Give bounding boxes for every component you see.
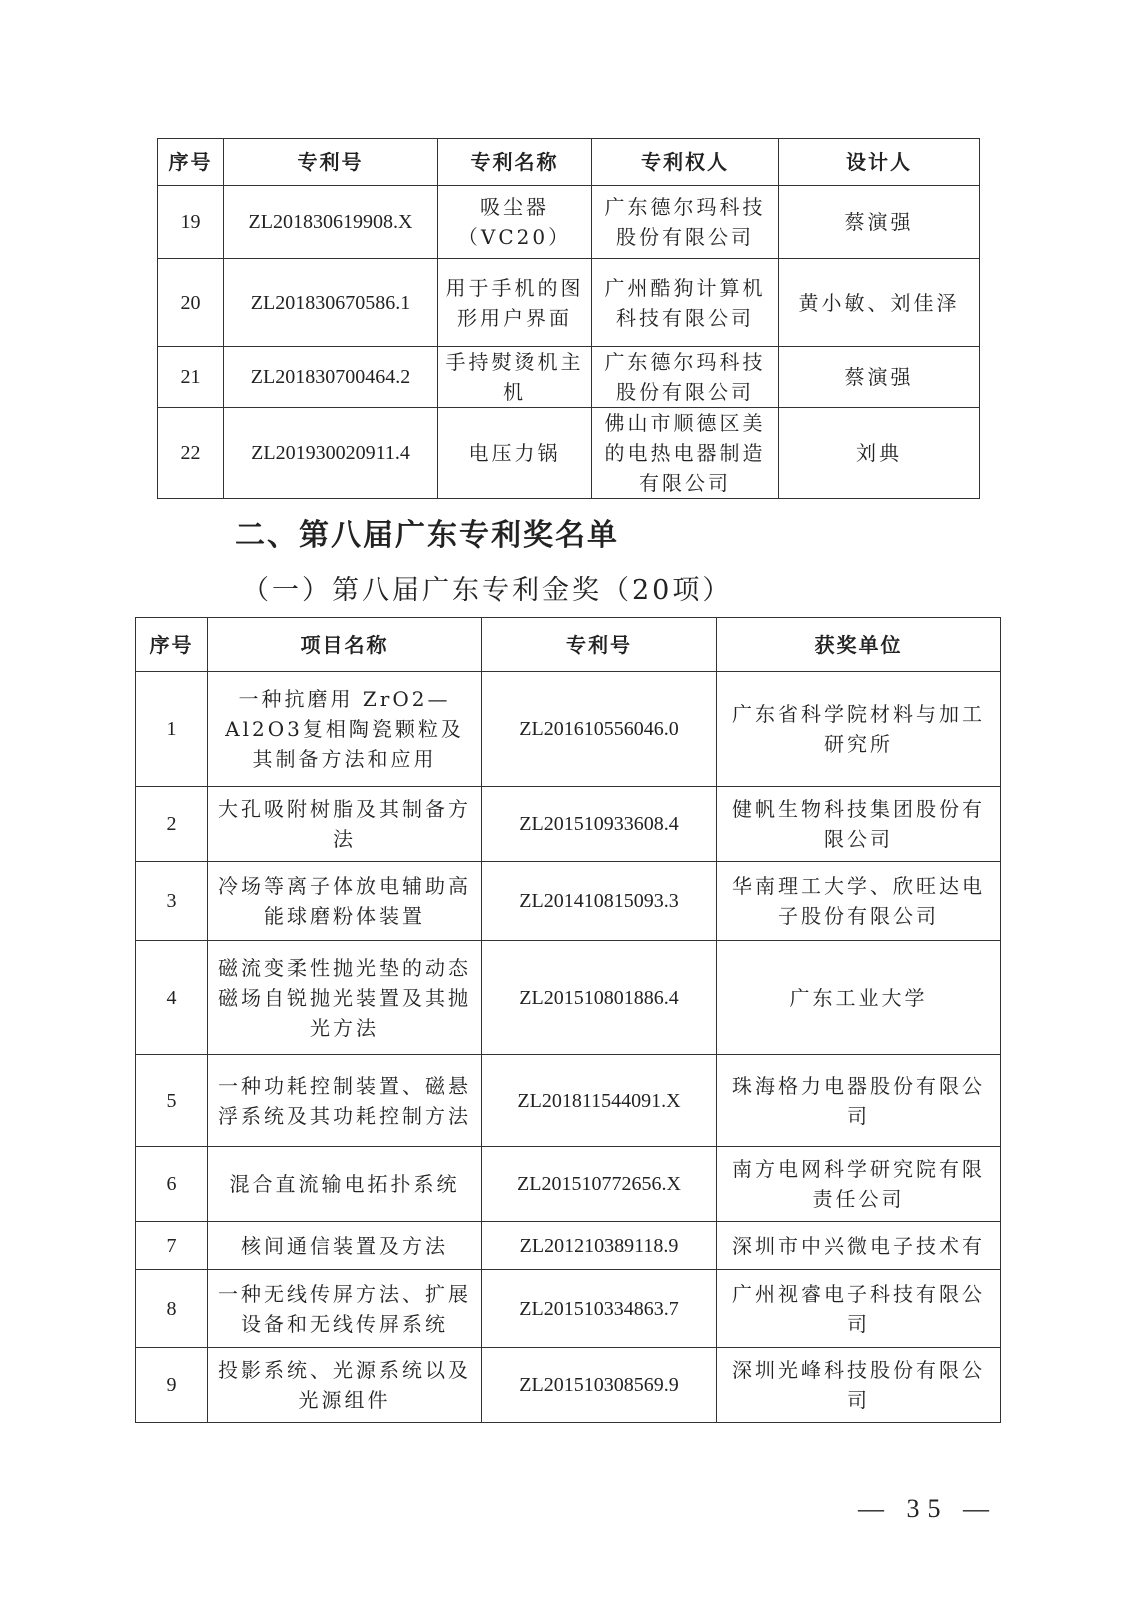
award-unit: 深圳市中兴微电子技术有	[717, 1222, 1001, 1270]
table-row	[158, 347, 980, 408]
award-unit: 广东工业大学	[717, 941, 1001, 1055]
column-header: 专利号	[482, 618, 717, 672]
patent-name: 电压力锅	[438, 408, 592, 499]
project-name: 核间通信装置及方法	[208, 1222, 482, 1270]
patent-number: ZL201510801886.4	[482, 941, 717, 1055]
table-row	[136, 672, 1001, 787]
section-title: 二、第八届广东专利奖名单	[235, 518, 619, 553]
patent-owner: 佛山市顺德区美的电热电器制造有限公司	[592, 408, 779, 499]
patent-number: ZL201510772656.X	[482, 1147, 717, 1222]
patent-number: ZL201830700464.2	[224, 347, 438, 408]
patent-number: ZL201811544091.X	[482, 1055, 717, 1147]
award-unit: 珠海格力电器股份有限公司	[717, 1055, 1001, 1147]
designer: 黄小敏、刘佳泽	[779, 259, 980, 347]
award-unit: 广东省科学院材料与加工研究所	[717, 672, 1001, 787]
table-row	[136, 1270, 1001, 1348]
patent-owner: 广东德尔玛科技股份有限公司	[592, 186, 779, 259]
table-row	[136, 1147, 1001, 1222]
table-row	[136, 1055, 1001, 1147]
row-number: 19	[158, 186, 224, 259]
column-header: 序号	[136, 618, 208, 672]
patent-number: ZL201830619908.X	[224, 186, 438, 259]
project-name: 一种抗磨用 ZrO2—Al2O3复相陶瓷颗粒及其制备方法和应用	[208, 672, 482, 787]
column-header: 序号	[158, 139, 224, 186]
row-number: 2	[136, 787, 208, 862]
row-number: 8	[136, 1270, 208, 1348]
project-name: 一种无线传屏方法、扩展设备和无线传屏系统	[208, 1270, 482, 1348]
column-header: 专利权人	[592, 139, 779, 186]
table-row	[136, 1348, 1001, 1423]
patent-name: 手持熨烫机主机	[438, 347, 592, 408]
designer: 蔡演强	[779, 347, 980, 408]
column-header: 项目名称	[208, 618, 482, 672]
designer: 蔡演强	[779, 186, 980, 259]
patent-number: ZL201410815093.3	[482, 862, 717, 941]
gold-award-table	[135, 617, 1001, 1423]
patent-number: ZL201510933608.4	[482, 787, 717, 862]
table-row	[136, 862, 1001, 941]
award-unit: 健帆生物科技集团股份有限公司	[717, 787, 1001, 862]
table-row	[158, 408, 980, 499]
table-row	[136, 1222, 1001, 1270]
patent-number: ZL201510308569.9	[482, 1348, 717, 1423]
patent-owner: 广州酷狗计算机科技有限公司	[592, 259, 779, 347]
table-header-row	[158, 139, 980, 186]
patent-number: ZL201210389118.9	[482, 1222, 717, 1270]
row-number: 7	[136, 1222, 208, 1270]
column-header: 专利号	[224, 139, 438, 186]
row-number: 4	[136, 941, 208, 1055]
project-name: 一种功耗控制装置、磁悬浮系统及其功耗控制方法	[208, 1055, 482, 1147]
table-row	[158, 259, 980, 347]
row-number: 6	[136, 1147, 208, 1222]
patent-number: ZL201610556046.0	[482, 672, 717, 787]
project-name: 大孔吸附树脂及其制备方法	[208, 787, 482, 862]
table-row	[136, 941, 1001, 1055]
row-number: 3	[136, 862, 208, 941]
project-name: 冷场等离子体放电辅助高能球磨粉体装置	[208, 862, 482, 941]
row-number: 20	[158, 259, 224, 347]
designer: 刘典	[779, 408, 980, 499]
patent-number: ZL201830670586.1	[224, 259, 438, 347]
row-number: 22	[158, 408, 224, 499]
patent-name: 用于手机的图形用户界面	[438, 259, 592, 347]
table-row	[158, 186, 980, 259]
patent-owner: 广东德尔玛科技股份有限公司	[592, 347, 779, 408]
award-unit: 广州视睿电子科技有限公司	[717, 1270, 1001, 1348]
column-header: 设计人	[779, 139, 980, 186]
design-patent-table	[157, 138, 980, 499]
award-unit: 华南理工大学、欣旺达电子股份有限公司	[717, 862, 1001, 941]
row-number: 9	[136, 1348, 208, 1423]
project-name: 投影系统、光源系统以及光源组件	[208, 1348, 482, 1423]
row-number: 5	[136, 1055, 208, 1147]
award-unit: 南方电网科学研究院有限责任公司	[717, 1147, 1001, 1222]
patent-name: 吸尘器（VC20）	[438, 186, 592, 259]
award-unit: 深圳光峰科技股份有限公司	[717, 1348, 1001, 1423]
subsection-title: （一）第八届广东专利金奖（20项）	[242, 575, 733, 606]
patent-number: ZL201930020911.4	[224, 408, 438, 499]
project-name: 磁流变柔性抛光垫的动态磁场自锐抛光装置及其抛光方法	[208, 941, 482, 1055]
table-header-row	[136, 618, 1001, 672]
column-header: 专利名称	[438, 139, 592, 186]
row-number: 1	[136, 672, 208, 787]
table-row	[136, 787, 1001, 862]
page-number: — 35 —	[858, 1494, 997, 1523]
project-name: 混合直流输电拓扑系统	[208, 1147, 482, 1222]
row-number: 21	[158, 347, 224, 408]
column-header: 获奖单位	[717, 618, 1001, 672]
patent-number: ZL201510334863.7	[482, 1270, 717, 1348]
